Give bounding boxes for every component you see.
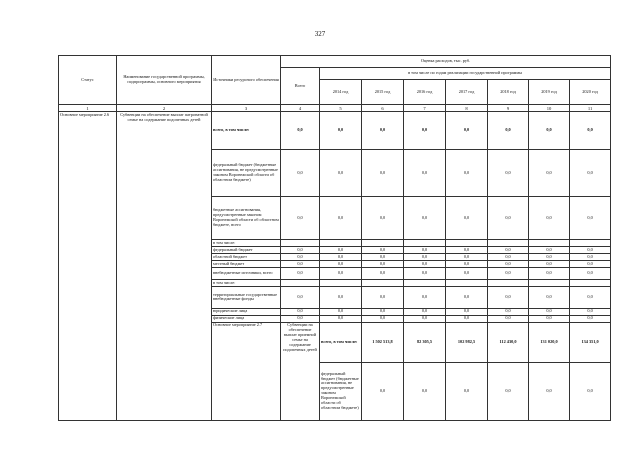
value-cell: 0,0 [446,150,488,197]
row-label-legal: юридические лица [212,308,281,315]
header-year: 2014 год [320,80,362,105]
empty-cell [320,240,362,247]
empty-cell [281,240,320,247]
value-cell: 0,0 [404,308,446,315]
value-cell: 0,0 [488,254,529,261]
column-number: 10 [529,105,570,112]
value-cell: 0,0 [281,150,320,197]
value-cell: 102 982,5 [446,322,488,362]
value-cell: 0,0 [529,362,570,420]
value-cell: 0,0 [446,112,488,150]
value-cell: 0,0 [362,247,404,254]
value-cell: 0,0 [281,112,320,150]
empty-cell [570,240,611,247]
header-resource: Источники ресурсного обеспечения [212,56,281,105]
value-cell: 0,0 [362,315,404,322]
value-cell: 0,0 [488,197,529,240]
header-status: Статус [59,56,117,105]
value-cell: 0,0 [570,254,611,261]
value-cell: 0,0 [446,286,488,308]
measure-name: Субвенции на обеспечение выплат приемной семье на содержание подопечных детей [281,322,320,420]
header-total: Всего [281,68,320,105]
value-cell: 0,0 [281,315,320,322]
header-year: 2017 год [446,80,488,105]
value-cell: 0,0 [281,197,320,240]
empty-cell [446,240,488,247]
value-cell: 0,0 [404,362,446,420]
value-cell: 0,0 [281,247,320,254]
row-label-incl: в том числе: [212,240,281,247]
value-cell: 0,0 [570,261,611,268]
column-numbers-row [59,105,611,112]
value-cell: 0,0 [320,268,362,280]
header-by-years: в том числе по годам реализации государственной программы [320,68,611,80]
value-cell: 0,0 [362,286,404,308]
row-label-offbudget: внебюджетные источники, всего [212,268,281,280]
expenditure-table [58,55,611,421]
value-cell: 0,0 [362,308,404,315]
row-label-total: всего, в том числе: [320,322,362,362]
value-cell: 0,0 [320,261,362,268]
row-label-federal: федеральный бюджет (бюджетные ассигнования, не предусмотренные законом Воронежской области об областном бюджете) [212,150,281,197]
empty-cell [362,240,404,247]
column-number: 8 [446,105,488,112]
value-cell: 0,0 [404,247,446,254]
value-cell: 0,0 [570,308,611,315]
value-cell: 0,0 [446,254,488,261]
value-cell: 0,0 [570,268,611,280]
row-label-federal-short: федеральный бюджет [212,247,281,254]
value-cell: 0,0 [570,150,611,197]
empty-cell [529,280,570,287]
header-estimate: Оценка расходов, тыс. руб. [281,56,611,68]
value-cell: 0,0 [320,150,362,197]
row-label-incl2: в том числе: [212,280,281,287]
value-cell: 0,0 [488,308,529,315]
page-number: 327 [314,30,326,38]
value-cell: 0,0 [570,315,611,322]
value-cell: 0,0 [404,112,446,150]
value-cell: 0,0 [446,308,488,315]
value-cell: 0,0 [362,197,404,240]
value-cell: 0,0 [362,254,404,261]
row-label-federal: федеральный бюджет (бюджетные ассигнования, не предусмотренные законом Воронежской области об областном бюджете) [320,362,362,420]
value-cell: 0,0 [281,268,320,280]
header-row-1 [59,56,611,68]
value-cell: 1 502 513,8 [362,322,404,362]
row-label-physical: физические лица [212,315,281,322]
empty-cell [320,280,362,287]
value-cell: 0,0 [320,315,362,322]
value-cell: 0,0 [320,247,362,254]
value-cell: 0,0 [529,247,570,254]
column-number: 5 [320,105,362,112]
empty-cell [404,240,446,247]
header-year: 2018 год [488,80,529,105]
value-cell: 82 305,5 [404,322,446,362]
row-label-budget-alloc: бюджетные ассигнования, предусмотренные законом Воронежской области об областном бюджете, всего [212,197,281,240]
value-cell: 0,0 [488,261,529,268]
column-number: 11 [570,105,611,112]
header-year: 2016 год [404,80,446,105]
value-cell: 0,0 [362,362,404,420]
value-cell: 0,0 [404,197,446,240]
row-label-regional: областной бюджет [212,254,281,261]
value-cell: 0,0 [404,268,446,280]
value-cell: 0,0 [446,362,488,420]
value-cell: 0,0 [529,268,570,280]
value-cell: 0,0 [446,247,488,254]
value-cell: 0,0 [529,197,570,240]
value-cell: 0,0 [529,286,570,308]
value-cell: 0,0 [488,362,529,420]
value-cell: 0,0 [320,112,362,150]
empty-cell [529,240,570,247]
value-cell: 0,0 [404,286,446,308]
value-cell: 0,0 [446,268,488,280]
value-cell: 0,0 [529,150,570,197]
empty-cell [446,280,488,287]
empty-cell [488,280,529,287]
value-cell: 0,0 [362,261,404,268]
value-cell: 0,0 [281,254,320,261]
row-label-total: всего, в том числе: [212,112,281,150]
column-number: 6 [362,105,404,112]
row-label-local: местный бюджет [212,261,281,268]
value-cell: 0,0 [362,268,404,280]
column-number: 4 [281,105,320,112]
value-cell: 0,0 [570,197,611,240]
value-cell: 0,0 [570,112,611,150]
header-year: 2015 год [362,80,404,105]
value-cell: 0,0 [404,261,446,268]
value-cell: 0,0 [446,261,488,268]
value-cell: 0,0 [529,254,570,261]
measure-status: Основное мероприятие 2.6 [59,112,117,421]
value-cell: 0,0 [446,197,488,240]
value-cell: 0,0 [488,247,529,254]
value-cell: 0,0 [320,197,362,240]
value-cell: 0,0 [570,247,611,254]
value-cell: 0,0 [281,308,320,315]
empty-cell [362,280,404,287]
value-cell: 112 430,0 [488,322,529,362]
value-cell: 0,0 [320,286,362,308]
column-number: 2 [117,105,212,112]
measure-name: Субвенции на обеспечение выплат патронатной семье на содержание подопечных детей [117,112,212,421]
empty-cell [404,280,446,287]
measure-status: Основное мероприятие 2.7 [212,322,281,420]
header-year: 2019 год [529,80,570,105]
value-cell: 0,0 [446,315,488,322]
empty-cell [281,280,320,287]
value-cell: 0,0 [570,286,611,308]
value-cell: 0,0 [404,315,446,322]
value-cell: 0,0 [488,268,529,280]
header-program-name: Наименование государственной программы, подпрограммы, основного мероприятия [117,56,212,105]
column-number: 7 [404,105,446,112]
value-cell: 0,0 [488,112,529,150]
column-number: 9 [488,105,529,112]
row-label-territorial: территориальные государственные внебюджетные фонды [212,286,281,308]
value-cell: 0,0 [488,315,529,322]
header-year: 2020 год [570,80,611,105]
value-cell: 0,0 [281,286,320,308]
value-cell: 0,0 [488,150,529,197]
value-cell: 0,0 [404,150,446,197]
empty-cell [488,240,529,247]
value-cell: 0,0 [529,315,570,322]
value-cell: 0,0 [570,362,611,420]
column-number: 3 [212,105,281,112]
value-cell: 0,0 [362,112,404,150]
value-cell: 134 351,0 [570,322,611,362]
column-number: 1 [59,105,117,112]
value-cell: 0,0 [529,261,570,268]
value-cell: 0,0 [320,308,362,315]
value-cell: 0,0 [281,261,320,268]
table-row [59,112,611,150]
value-cell: 0,0 [404,254,446,261]
value-cell: 0,0 [320,254,362,261]
value-cell: 0,0 [529,308,570,315]
value-cell: 0,0 [488,286,529,308]
value-cell: 0,0 [529,112,570,150]
value-cell: 0,0 [362,150,404,197]
empty-cell [570,280,611,287]
value-cell: 131 020,0 [529,322,570,362]
